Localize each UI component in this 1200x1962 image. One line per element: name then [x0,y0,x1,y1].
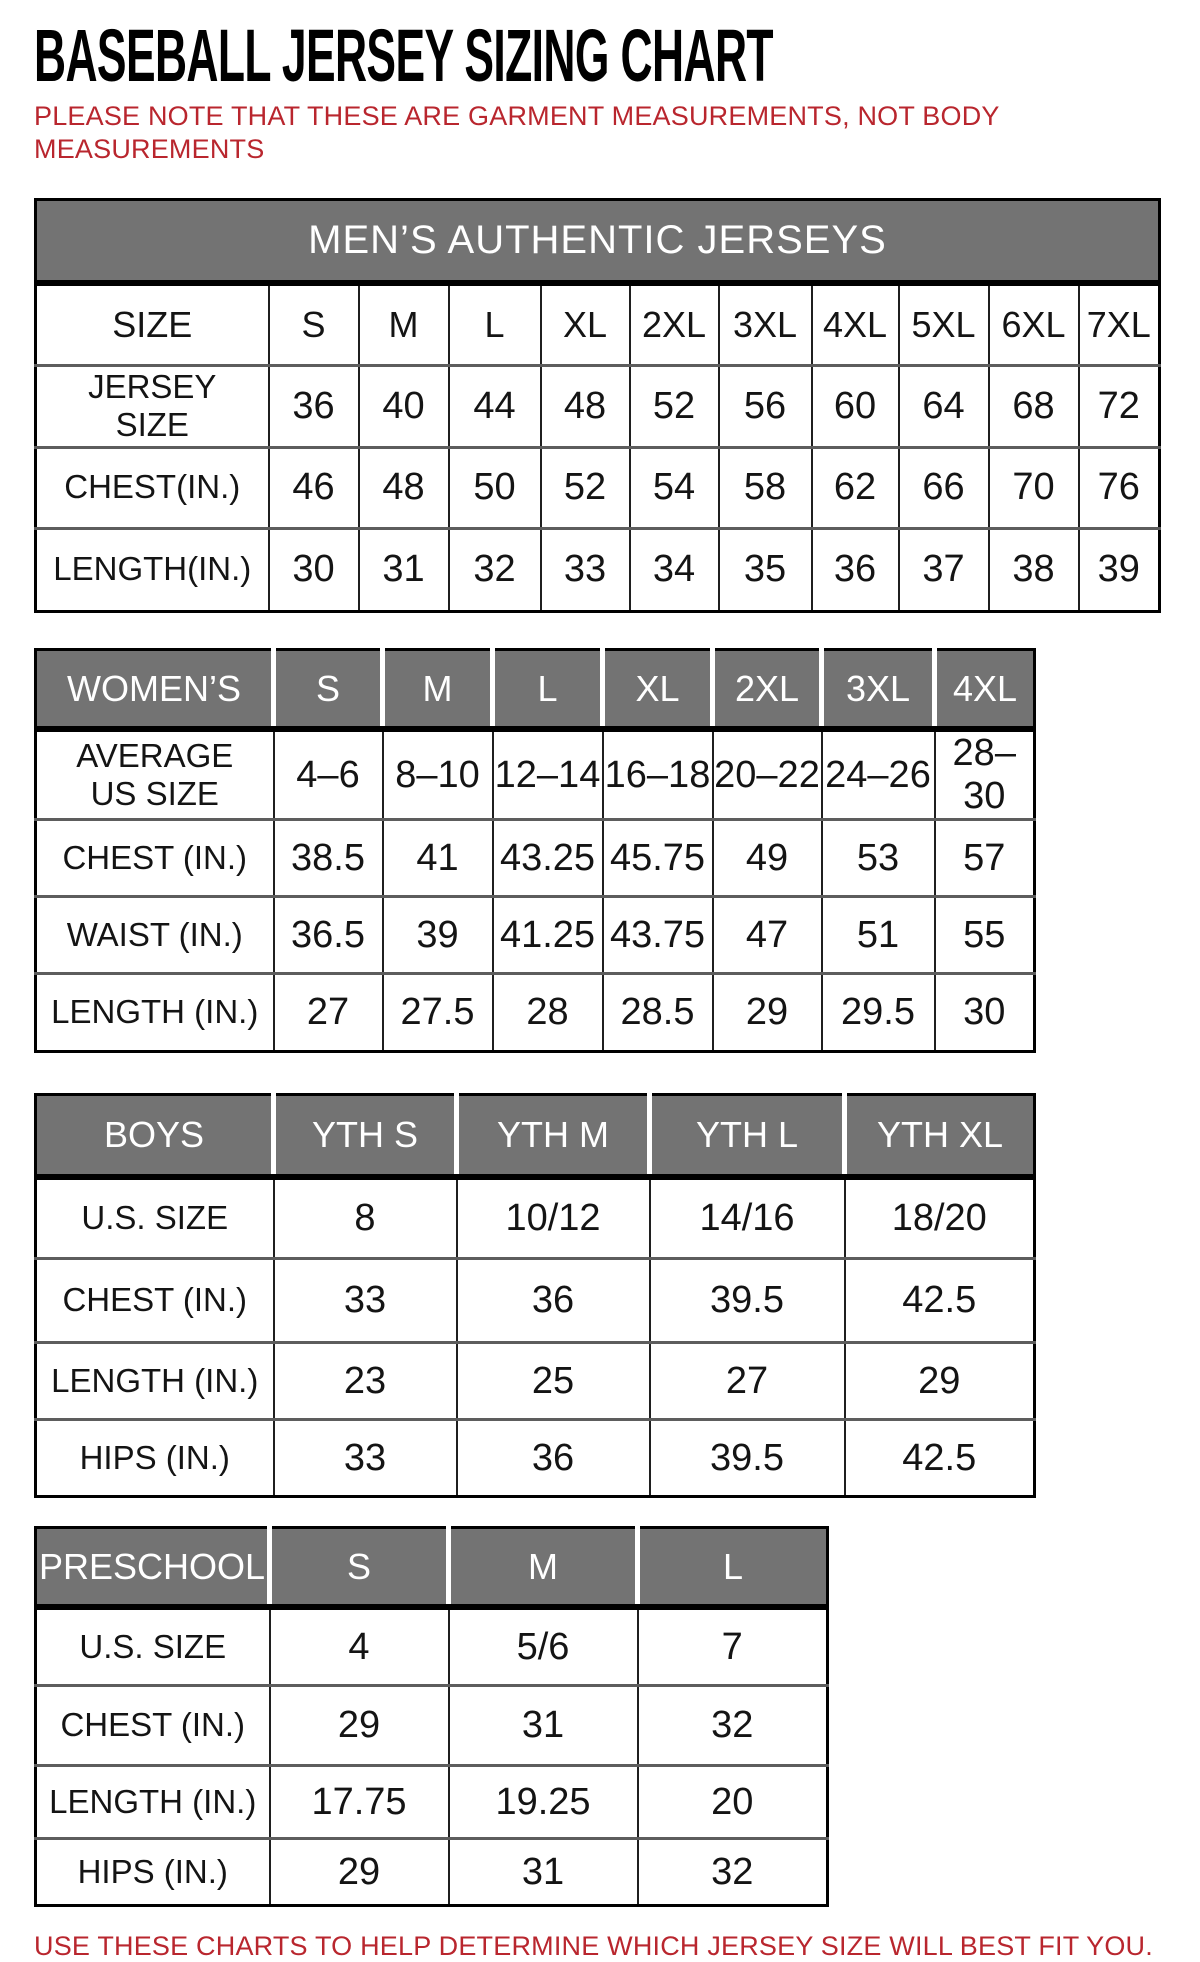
size-value-cell: 58 [719,447,812,528]
size-value-cell: 41.25 [493,897,603,974]
size-value-cell: 29 [713,974,822,1052]
table-row [36,1420,1035,1497]
size-value-cell: 47 [713,897,822,974]
size-value-cell: 52 [541,447,630,528]
table-row [36,729,1035,820]
size-value-cell: 29 [845,1343,1035,1420]
size-value-cell: 12–14 [493,729,603,820]
size-value-cell: 27.5 [383,974,493,1052]
size-value-cell: 39.5 [650,1420,845,1497]
page-title: BASEBALL JERSEY SIZING CHART [34,14,773,97]
size-value-cell: 33 [274,1259,457,1343]
size-value-cell: 32 [638,1839,828,1906]
size-column-header: 6XL [989,283,1079,365]
note-line-1: PLEASE NOTE THAT THESE ARE GARMENT MEASUREMENTS, NOT BODY [34,101,1000,132]
table-row [36,1607,828,1686]
mens-sizing-table [34,198,1161,613]
size-value-cell: 38 [989,528,1079,611]
boys-table-header-label: BOYS [36,1095,274,1177]
size-value-cell: 38.5 [274,820,383,897]
table-row [36,820,1035,897]
table-row [36,365,1160,447]
size-column-header: L [638,1528,828,1607]
size-column-header: YTH S [274,1095,457,1177]
size-value-cell: 44 [449,365,541,447]
size-value-cell: 31 [449,1839,638,1906]
size-value-cell: 76 [1079,447,1160,528]
size-value-cell: 18/20 [845,1177,1035,1259]
size-value-cell: 30 [935,974,1035,1052]
mens-table-header-label: SIZE [36,283,269,365]
size-column-header: 7XL [1079,283,1160,365]
size-column-header: M [383,649,493,729]
size-column-header: S [274,649,383,729]
size-column-header: M [449,1528,638,1607]
size-value-cell: 70 [989,447,1079,528]
size-value-cell: 53 [822,820,935,897]
size-value-cell: 62 [812,447,899,528]
size-value-cell: 52 [630,365,719,447]
size-value-cell: 20–22 [713,729,822,820]
size-value-cell: 43.75 [603,897,713,974]
size-column-header: XL [541,283,630,365]
size-value-cell: 40 [359,365,449,447]
size-value-cell: 36 [269,365,359,447]
size-value-cell: 28 [493,974,603,1052]
size-value-cell: 4–6 [274,729,383,820]
size-value-cell: 48 [541,365,630,447]
size-value-cell: 46 [269,447,359,528]
size-value-cell: 57 [935,820,1035,897]
size-value-cell: 5/6 [449,1607,638,1686]
size-value-cell: 66 [899,447,989,528]
size-column-header: 3XL [822,649,935,729]
size-value-cell: 28.5 [603,974,713,1052]
size-value-cell: 56 [719,365,812,447]
table-row [36,1259,1035,1343]
size-column-header: 4XL [812,283,899,365]
size-value-cell: 43.25 [493,820,603,897]
size-value-cell: 55 [935,897,1035,974]
size-value-cell: 36 [457,1259,650,1343]
measurement-row-label: LENGTH (IN.) [36,1343,274,1420]
size-value-cell: 51 [822,897,935,974]
measurement-row-label: CHEST (IN.) [36,820,274,897]
measurement-row-label: HIPS (IN.) [36,1420,274,1497]
size-value-cell: 23 [274,1343,457,1420]
size-value-cell: 19.25 [449,1766,638,1839]
table-row [36,447,1160,528]
size-value-cell: 32 [638,1686,828,1766]
size-value-cell: 31 [449,1686,638,1766]
size-value-cell: 35 [719,528,812,611]
size-column-header: 4XL [935,649,1035,729]
size-value-cell: 41 [383,820,493,897]
preschool-sizing-table [34,1526,829,1907]
garment-measurement-note [34,100,1166,166]
size-value-cell: 24–26 [822,729,935,820]
size-value-cell: 68 [989,365,1079,447]
size-value-cell: 20 [638,1766,828,1839]
preschool-table-header-label: PRESCHOOL [36,1528,270,1607]
size-value-cell: 34 [630,528,719,611]
size-value-cell: 39 [1079,528,1160,611]
size-value-cell: 4 [270,1607,449,1686]
size-value-cell: 42.5 [845,1420,1035,1497]
size-value-cell: 29 [270,1686,449,1766]
size-value-cell: 39 [383,897,493,974]
measurement-row-label: CHEST (IN.) [36,1259,274,1343]
size-value-cell: 36 [812,528,899,611]
size-value-cell: 33 [274,1420,457,1497]
size-value-cell: 36.5 [274,897,383,974]
table-row [36,1766,828,1839]
measurement-row-label: AVERAGE US SIZE [36,729,274,820]
measurement-row-label: U.S. SIZE [36,1177,274,1259]
size-value-cell: 48 [359,447,449,528]
size-value-cell: 31 [359,528,449,611]
size-value-cell: 42.5 [845,1259,1035,1343]
size-value-cell: 32 [449,528,541,611]
size-column-header: 3XL [719,283,812,365]
size-value-cell: 30 [269,528,359,611]
size-column-header: 2XL [713,649,822,729]
size-value-cell: 50 [449,447,541,528]
size-value-cell: 49 [713,820,822,897]
size-column-header: M [359,283,449,365]
size-value-cell: 29 [270,1839,449,1906]
table-row [36,1686,828,1766]
womens-sizing-table [34,648,1036,1054]
size-value-cell: 7 [638,1607,828,1686]
size-value-cell: 72 [1079,365,1160,447]
size-value-cell: 54 [630,447,719,528]
size-column-header: YTH M [457,1095,650,1177]
table-row [36,1343,1035,1420]
table-row [36,1839,828,1906]
measurement-row-label: WAIST (IN.) [36,897,274,974]
size-column-header: L [449,283,541,365]
size-value-cell: 8 [274,1177,457,1259]
size-value-cell: 17.75 [270,1766,449,1839]
measurement-row-label: JERSEY SIZE [36,365,269,447]
measurement-row-label: HIPS (IN.) [36,1839,270,1906]
womens-table-header-label: WOMEN’S [36,649,274,729]
size-value-cell: 16–18 [603,729,713,820]
size-value-cell: 29.5 [822,974,935,1052]
size-column-header: YTH L [650,1095,845,1177]
table-row [36,528,1160,611]
size-value-cell: 8–10 [383,729,493,820]
size-value-cell: 64 [899,365,989,447]
size-value-cell: 33 [541,528,630,611]
size-column-header: 5XL [899,283,989,365]
measurement-row-label: CHEST(IN.) [36,447,269,528]
measurement-row-label: CHEST (IN.) [36,1686,270,1766]
footer-note: USE THESE CHARTS TO HELP DETERMINE WHICH JERSEY SIZE WILL BEST FIT YOU. [34,1931,1153,1962]
size-value-cell: 27 [274,974,383,1052]
measurement-row-label: LENGTH(IN.) [36,528,269,611]
size-column-header: YTH XL [845,1095,1035,1177]
size-value-cell: 14/16 [650,1177,845,1259]
size-value-cell: 25 [457,1343,650,1420]
size-column-header: XL [603,649,713,729]
table-row [36,1177,1035,1259]
size-value-cell: 37 [899,528,989,611]
measurement-row-label: LENGTH (IN.) [36,1766,270,1839]
size-value-cell: 36 [457,1420,650,1497]
sizing-tables-container [34,198,1166,1908]
size-column-header: S [270,1528,449,1607]
size-value-cell: 10/12 [457,1177,650,1259]
table-row [36,974,1035,1052]
size-value-cell: 45.75 [603,820,713,897]
note-line-2: MEASUREMENTS [34,134,265,165]
size-value-cell: 39.5 [650,1259,845,1343]
measurement-row-label: LENGTH (IN.) [36,974,274,1052]
size-column-header: S [269,283,359,365]
table-row [36,897,1035,974]
size-value-cell: 60 [812,365,899,447]
size-column-header: L [493,649,603,729]
size-value-cell: 28–30 [935,729,1035,820]
boys-sizing-table [34,1093,1036,1498]
size-value-cell: 27 [650,1343,845,1420]
size-column-header: 2XL [630,283,719,365]
measurement-row-label: U.S. SIZE [36,1607,270,1686]
mens-banner: MEN’S AUTHENTIC JERSEYS [36,199,1160,283]
